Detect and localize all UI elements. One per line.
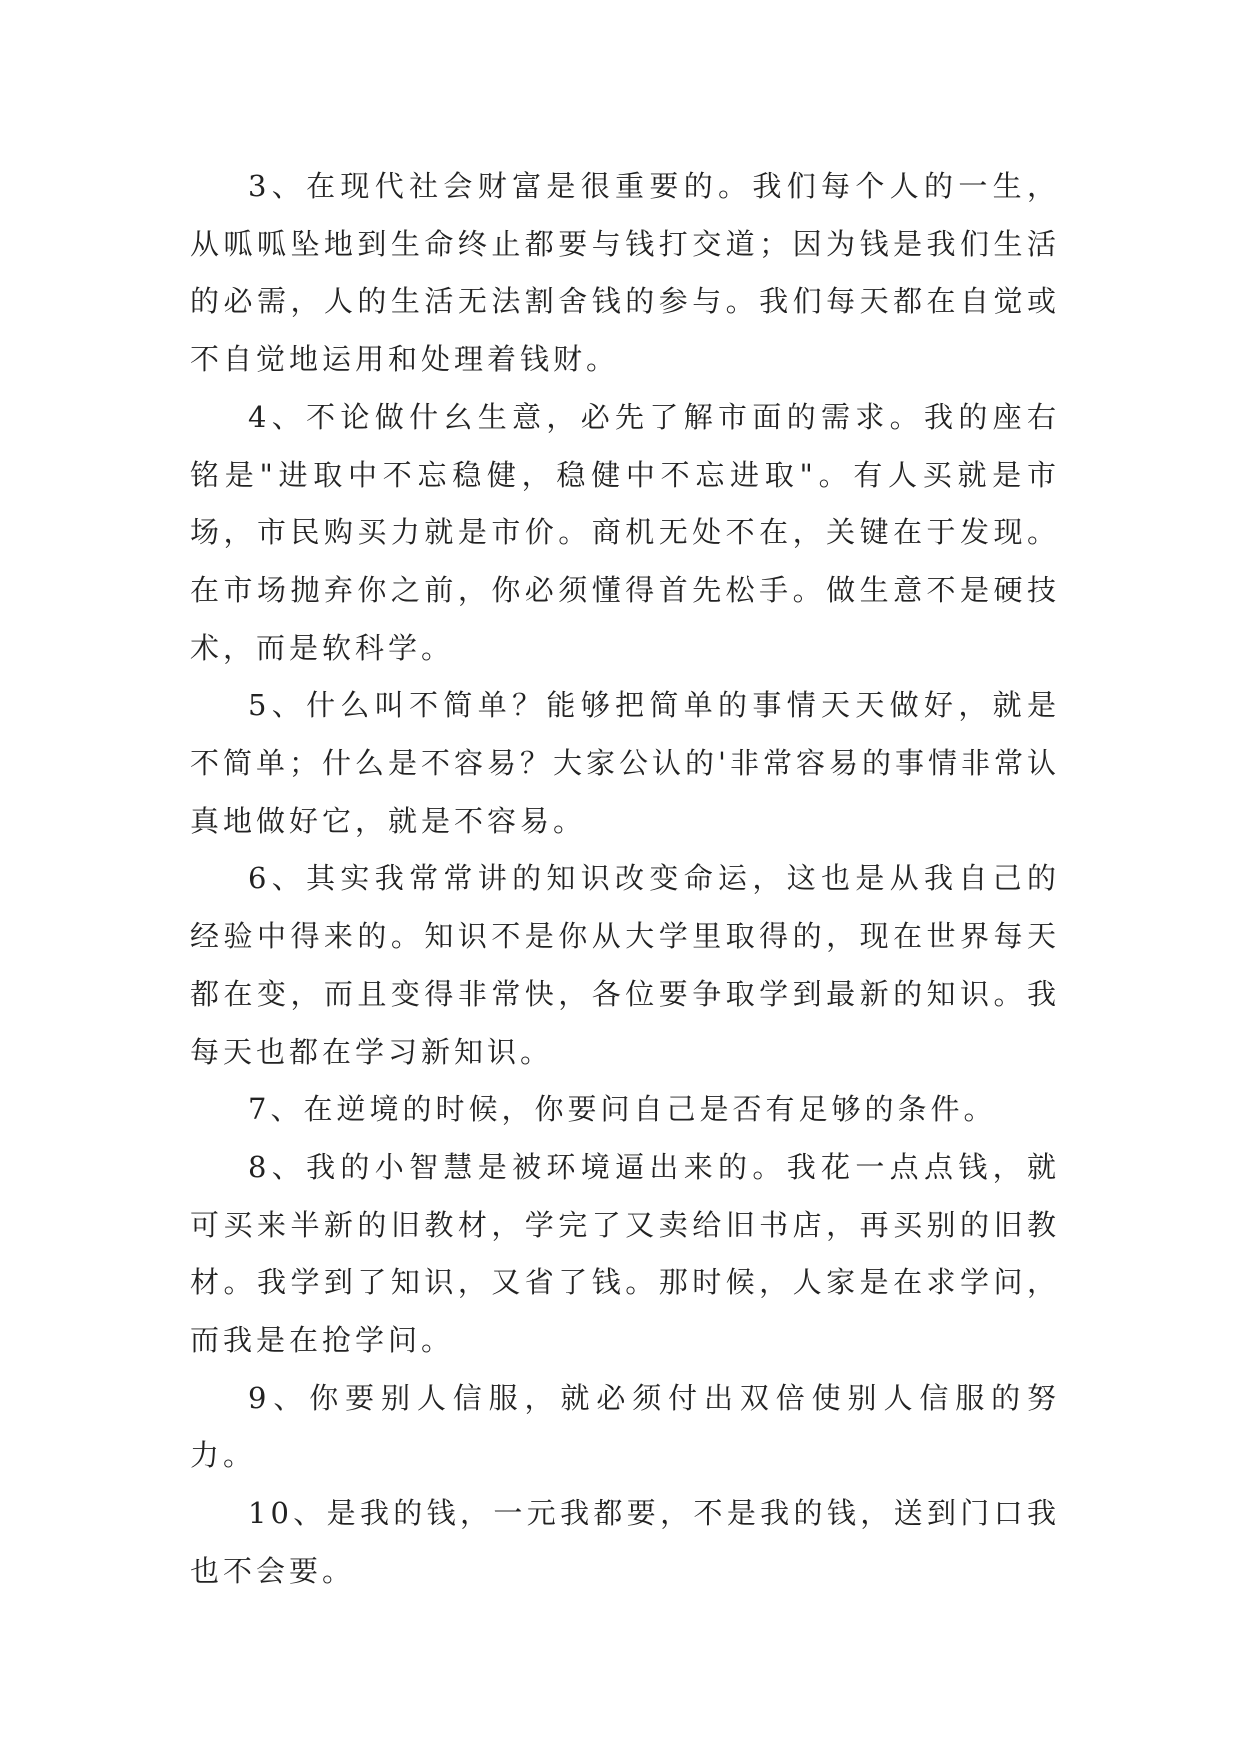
paragraph-3: 3、在现代社会财富是很重要的。我们每个人的一生，从呱呱坠地到生命终止都要与钱打交道；因为钱是我们生活的必需，人的生活无法割舍钱的参与。我们每天都在自觉或不自觉地运用和处理着钱财。 (190, 169, 1060, 377)
paragraph-6: 6、其实我常常讲的知识改变命运，这也是从我自己的经验中得来的。知识不是你从大学里取得的，现在世界每天都在变，而且变得非常快，各位要争取学到最新的知识。我每天也都在学习新知识。 (190, 861, 1060, 1069)
paragraph-9: 9、你要别人信服，就必须付出双倍使别人信服的努力。 (190, 1380, 1060, 1473)
document-body (190, 158, 1060, 1601)
paragraph-7: 7、在逆境的时候，你要问自己是否有足够的条件。 (248, 1092, 997, 1127)
paragraph-4: 4、不论做什幺生意，必先了解市面的需求。我的座右铭是"进取中不忘稳健，稳健中不忘进取"。有人买就是市场，市民购买力就是市价。商机无处不在，关键在于发现。在市场抛弃你之前，你必须懂得首先松手。做生意不是硬技术，而是软科学。 (190, 399, 1060, 665)
paragraph-8: 8、我的小智慧是被环境逼出来的。我花一点点钱，就可买来半新的旧教材，学完了又卖给旧书店，再买别的旧教材。我学到了知识，又省了钱。那时候，人家是在求学问，而我是在抢学问。 (190, 1149, 1060, 1358)
paragraph-10: 10、是我的钱，一元我都要，不是我的钱，送到门口我也不会要。 (190, 1496, 1060, 1588)
paragraph-5: 5、什么叫不简单？能够把简单的事情天天做好，就是不简单；什么是不容易？大家公认的'非常容易的事情非常认真地做好它，就是不容易。 (190, 688, 1060, 838)
